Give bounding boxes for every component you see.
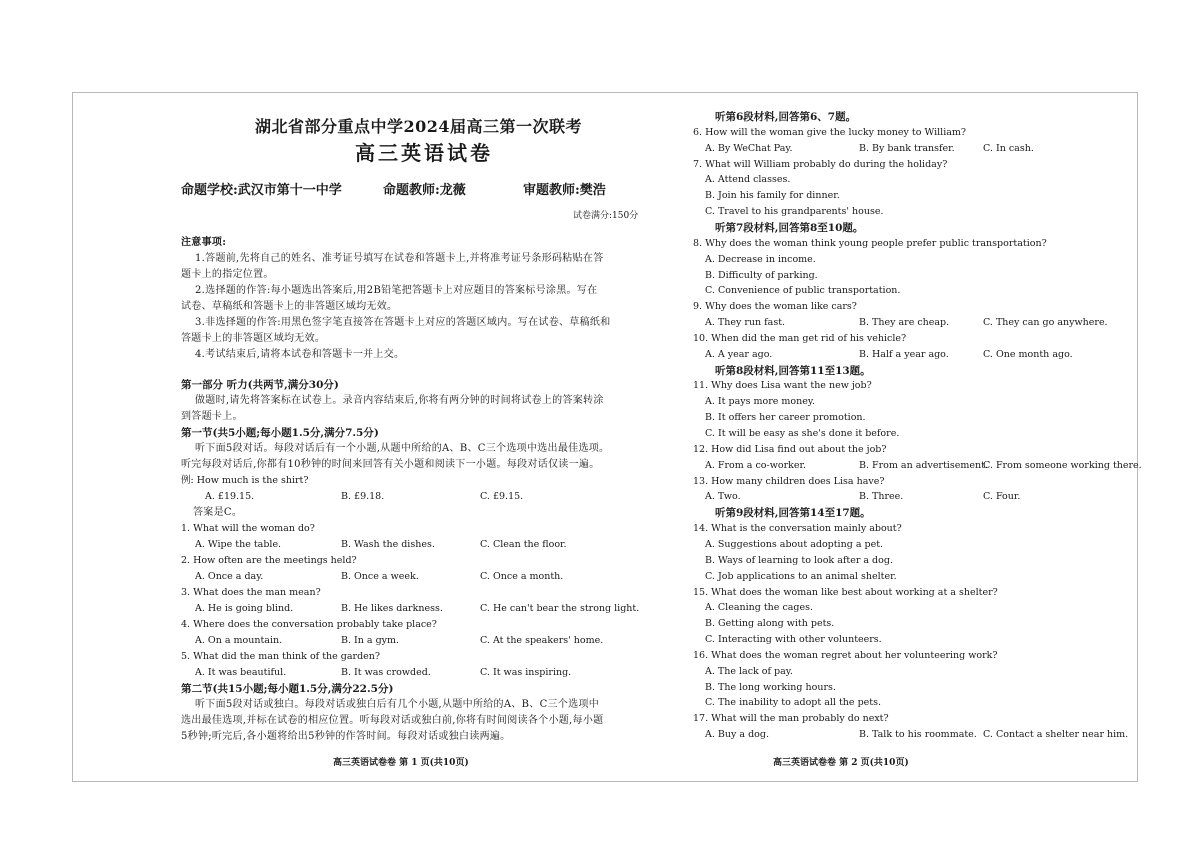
question: 7. What will William probably do during the holiday? [693,158,948,170]
answer-option: A. They run fast. [705,317,786,329]
answer-option: C. Four. [983,491,1021,503]
answer-option: B. The long working hours. [705,681,836,693]
q1-option-a: A. Wipe the table. [195,539,282,550]
section-1-intro: 听完每段对话后,你都有10秒钟的时间来回答有关小题和阅读下一小题。每段对话仅读一遍。 [181,459,600,470]
answer-option: B. Talk to his roommate. [859,729,977,741]
notice-line: 试卷、草稿纸和答题卡上的非答题区域均无效。 [181,301,398,312]
question-4: 4. Where does the conversation probably take place? [181,619,437,630]
q4-option-c: C. At the speakers' home. [480,635,604,646]
question: 16. What does the woman regret about her volunteering work? [693,649,998,661]
q3-option-a: A. He is going blind. [195,603,294,614]
answer-option: C. The inability to adopt all the pets. [705,697,881,709]
answer-option: B. Difficulty of parking. [705,269,818,281]
section-2-intro: 5秒钟;听完后,各小题将给出5秒钟的作答时间。每段对话或独白读两遍。 [181,731,511,742]
full-score: 试卷满分:150分 [573,211,639,221]
answer-option: A. Attend classes. [705,174,791,186]
answer-option: B. Three. [859,491,904,503]
answer-option: B. From an advertisement. [859,459,988,471]
question: 10. When did the man get rid of his vehicle? [693,332,907,344]
question: 12. How did Lisa find out about the job? [693,443,887,455]
answer-option: C. It will be easy as she's done it before. [705,428,900,439]
answer-option: A. By WeChat Pay. [705,142,793,154]
answer-option: B. By bank transfer. [859,142,955,154]
answer-option: A. It pays more money. [705,396,816,408]
material-heading: 听第7段材料,回答第8至10题。 [715,221,864,234]
part-1-intro: 做题时,请先将答案标在试卷上。录音内容结束后,你将有两分钟的时间将试卷上的答案转涂 [195,395,604,406]
q2-option-a: A. Once a day. [195,571,264,582]
answer-option: C. They can go anywhere. [983,317,1108,329]
question-3: 3. What does the man mean? [181,587,321,598]
q2-option-b: B. Once a week. [341,571,419,582]
part-1-heading: 第一部分 听力(共两节,满分30分) [181,379,339,391]
answer-option: A. Suggestions about adopting a pet. [705,538,884,550]
q3-option-b: B. He likes darkness. [341,603,443,614]
example-option: A. £19.15. [205,491,255,502]
question: 8. Why does the woman think young people prefer public transportation? [693,237,1047,249]
answer-option: B. Ways of learning to look after a dog. [705,554,893,566]
answer-option: B. Half a year ago. [859,348,949,360]
question: 15. What does the woman like best about working at a shelter? [693,586,998,598]
section-1-intro: 听下面5段对话。每段对话后有一个小题,从题中所给的A、B、C三个选项中选出最佳选项。 [195,443,610,454]
answer-option: B. It offers her career promotion. [705,412,866,424]
answer-option: A. Cleaning the cages. [705,602,814,614]
question-2: 2. How often are the meetings held? [181,555,357,566]
notice-line: 题卡上的指定位置。 [181,269,274,280]
question: 6. How will the woman give the lucky money to William? [693,126,966,138]
question: 11. Why does Lisa want the new job? [693,380,872,392]
question-5: 5. What did the man think of the garden? [181,651,380,662]
answer-option: B. Getting along with pets. [705,618,835,630]
question: 13. How many children does Lisa have? [693,475,885,487]
q5-option-c: C. It was inspiring. [480,667,572,678]
q4-option-b: B. In a gym. [341,635,400,646]
q5-option-a: A. It was beautiful. [195,667,287,678]
notice-title: 注意事项: [181,237,227,248]
answer-option: C. Interacting with other volunteers. [705,634,882,646]
section-2-intro: 听下面5段对话或独白。每段对话或独白后有几个小题,从题中所给的A、B、C三个选项中 [195,699,600,710]
example-question: 例: How much is the shirt? [181,475,309,486]
notice-line: 3.非选择题的作答:用黑色签字笔直接答在答题卡上对应的答题区域内。写在试卷、草稿纸和 [195,317,611,328]
q1-option-b: B. Wash the dishes. [341,539,435,550]
answer-option: C. Contact a shelter near him. [983,729,1129,741]
q4-option-a: A. On a mountain. [195,635,283,646]
q1-option-c: C. Clean the floor. [480,539,567,550]
section-2-heading: 第二节(共15小题;每小题1.5分,满分22.5分) [181,683,394,695]
part-1-intro: 到答题卡上。 [181,411,243,422]
notice-line: 答题卡上的非答题区域均无效。 [181,333,326,344]
section-2-intro: 选出最佳选项,并标在试卷的相应位置。听每段对话或独白前,你将有时间阅读各个小题,每小题 [181,715,604,726]
question-1: 1. What will the woman do? [181,523,315,534]
question: 14. What is the conversation mainly about? [693,523,902,535]
question: 9. Why does the woman like cars? [693,301,857,313]
question: 17. What will the man probably do next? [693,713,889,725]
page-footer: 高三英语试卷卷 第 2 页(共10页) [773,758,909,768]
example-answer: 答案是C。 [193,507,243,518]
answer-option: A. Buy a dog. [705,729,769,741]
paper-title: 高三英语试卷 [355,141,493,165]
answer-option: A. Two. [705,491,741,503]
setter-teacher: 命题教师:龙薇 [383,183,466,198]
q2-option-c: C. Once a month. [480,571,564,582]
answer-option: B. Join his family for dinner. [705,190,840,202]
material-heading: 听第8段材料,回答第11至13题。 [715,364,871,377]
material-heading: 听第9段材料,回答第14至17题。 [715,507,871,520]
answer-option: C. One month ago. [983,348,1073,360]
q3-option-c: C. He can't bear the strong light. [480,603,640,614]
exam-sheet [72,92,1142,782]
answer-option: A. Decrease in income. [705,253,816,265]
exam-title: 湖北省部分重点中学2024届高三第一次联考 [255,117,583,136]
q5-option-b: B. It was crowded. [341,667,431,678]
answer-option: B. They are cheap. [859,317,950,329]
answer-option: C. Convenience of public transportation. [705,285,901,297]
answer-option: C. Job applications to an animal shelter. [705,570,897,582]
answer-option: C. Travel to his grandparents' house. [705,206,884,218]
answer-option: A. A year ago. [705,348,773,360]
answer-option: C. In cash. [983,142,1034,154]
answer-option: C. From someone working there. [983,459,1142,471]
example-option: B. £9.18. [341,491,385,502]
answer-option: A. From a co-worker. [705,459,807,471]
setter-school: 命题学校:武汉市第十一中学 [181,183,342,198]
section-1-heading: 第一节(共5小题;每小题1.5分,满分7.5分) [181,427,379,439]
example-option: C. £9.15. [480,491,524,502]
notice-line: 1.答题前,先将自己的姓名、准考证号填写在试卷和答题卡上,并将准考证号条形码粘贴在答 [195,253,604,264]
material-heading: 听第6段材料,回答第6、7题。 [715,111,857,123]
answer-option: A. The lack of pay. [705,665,793,677]
notice-line: 4.考试结束后,请将本试卷和答题卡一并上交。 [195,349,405,360]
page-footer: 高三英语试卷卷 第 1 页(共10页) [333,758,469,768]
notice-line: 2.选择题的作答:每小题选出答案后,用2B铅笔把答题卡上对应题目的答案标号涂黑。写在 [195,285,598,296]
reviewer-teacher: 审题教师:樊浩 [523,183,606,198]
